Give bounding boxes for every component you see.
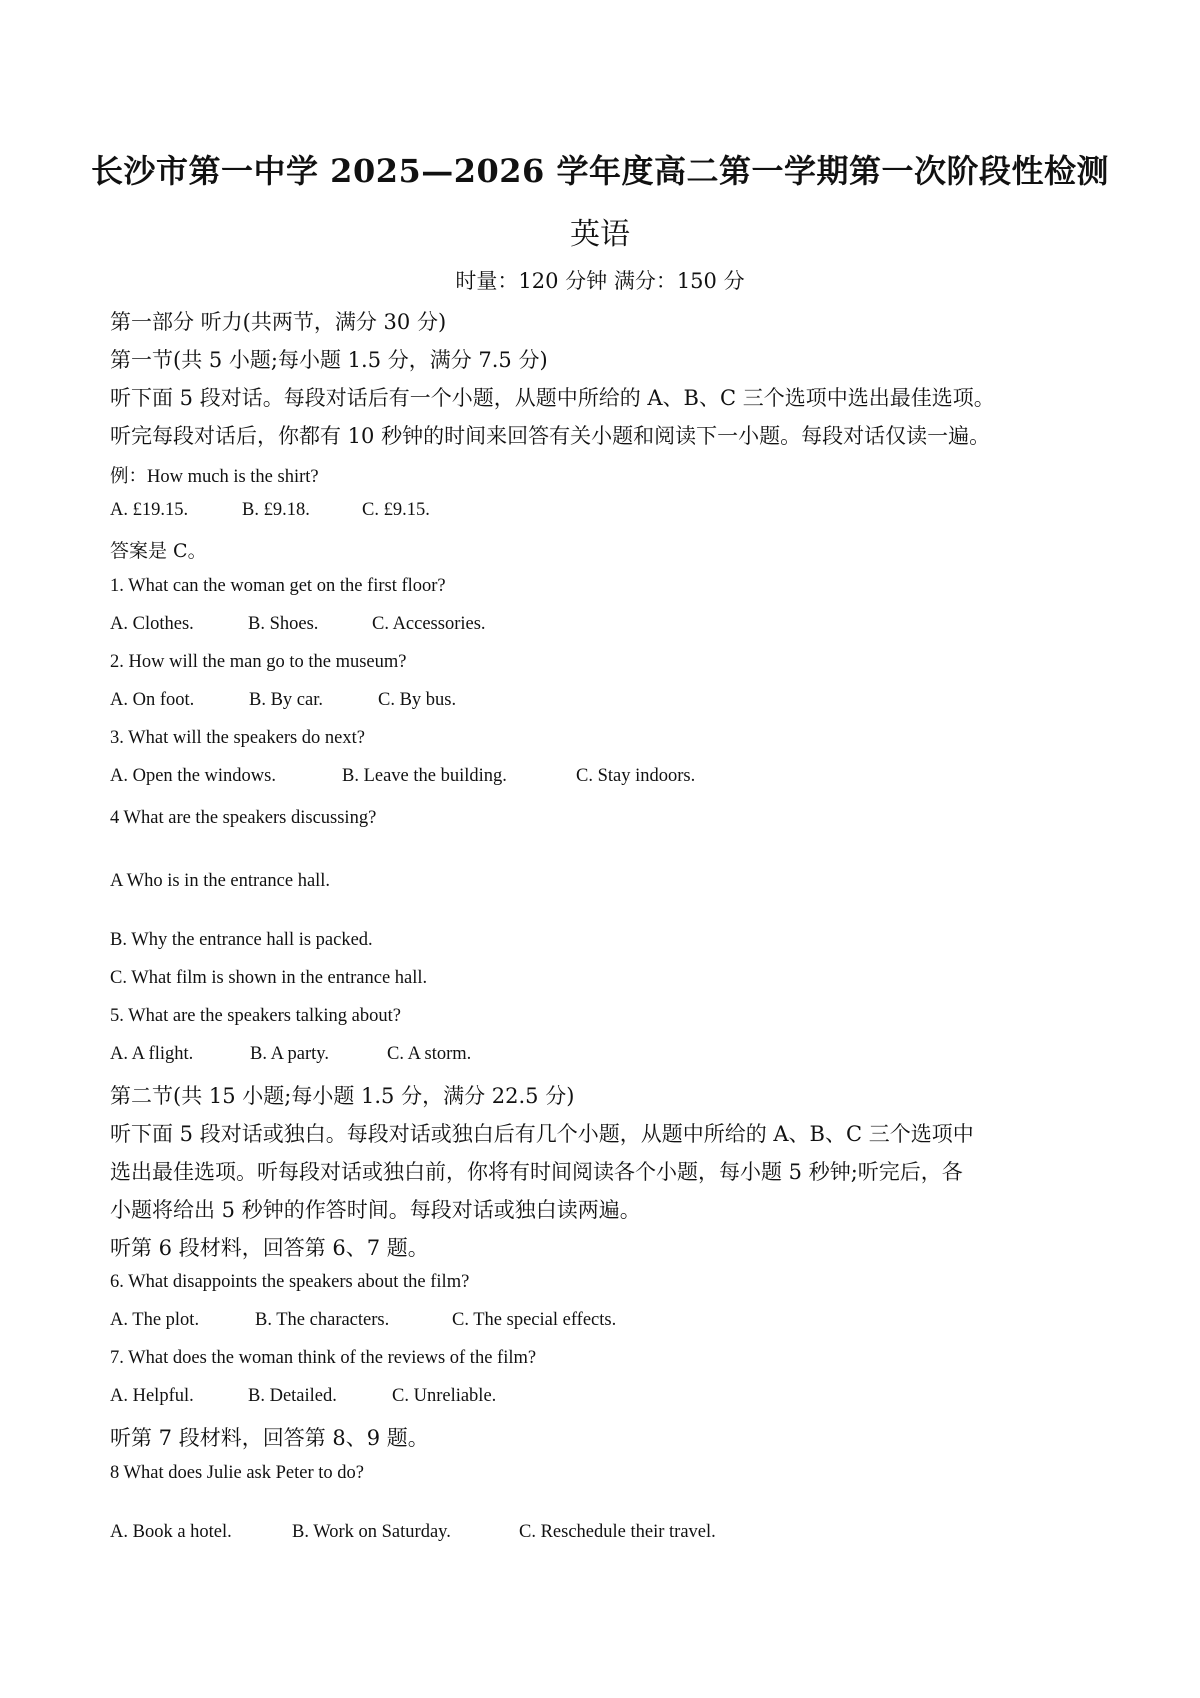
- question-4: 4 What are the speakers discussing?: [110, 808, 377, 828]
- option-b: B. The characters.: [255, 1310, 390, 1330]
- exam-subject: 英语: [570, 217, 630, 252]
- section1-instruction-2: 听完每段对话后，你都有 10 秒钟的时间来回答有关小题和阅读下一小题。每段对话仅读一遍。: [110, 424, 991, 448]
- example-question: 例：How much is the shirt?: [110, 467, 319, 487]
- part1-heading: 第一部分 听力(共两节，满分 30 分): [110, 310, 447, 334]
- question-1-options: [110, 614, 486, 635]
- option-c: C. The special effects.: [452, 1310, 617, 1330]
- question-5: 5. What are the speakers talking about?: [110, 1006, 401, 1026]
- exam-title: 长沙市第一中学 2025—2026 学年度高二第一学期第一次阶段性检测: [91, 152, 1109, 190]
- material-6-heading: 听第 6 段材料，回答第 6、7 题。: [110, 1236, 429, 1260]
- question-4-option-c: C. What film is shown in the entrance hall.: [110, 968, 428, 988]
- section1-heading: 第一节(共 5 小题;每小题 1.5 分，满分 7.5 分): [110, 348, 548, 372]
- question-7: 7. What does the woman think of the reviews of the film?: [110, 1348, 537, 1368]
- option-a: A. On foot.: [110, 690, 195, 710]
- section2-instruction-2: 选出最佳选项。听每段对话或独白前，你将有时间阅读各个小题，每小题 5 秒钟;听完后，各: [110, 1160, 963, 1184]
- option-a: A. The plot.: [110, 1310, 200, 1330]
- section1-instruction-1: 听下面 5 段对话。每段对话后有一个小题，从题中所给的 A、B、C 三个选项中选出最佳选项。: [110, 386, 995, 410]
- option-a: A. Helpful.: [110, 1386, 194, 1406]
- option-c: C. Accessories.: [372, 614, 486, 634]
- section2-instruction-3: 小题将给出 5 秒钟的作答时间。每段对话或独白读两遍。: [110, 1198, 641, 1222]
- option-c: C. £9.15.: [362, 500, 430, 520]
- option-b: B. A party.: [250, 1044, 329, 1064]
- question-4-option-b: B. Why the entrance hall is packed.: [110, 930, 373, 950]
- option-c: C. A storm.: [387, 1044, 472, 1064]
- option-b: B. Work on Saturday.: [292, 1522, 451, 1542]
- question-4-option-a: A Who is in the entrance hall.: [110, 871, 331, 891]
- question-8-options: [110, 1522, 716, 1543]
- question-6-options: [110, 1310, 616, 1331]
- option-b: B. Shoes.: [248, 614, 319, 634]
- question-1: 1. What can the woman get on the first floor?: [110, 576, 446, 596]
- option-b: B. Detailed.: [248, 1386, 337, 1406]
- question-6: 6. What disappoints the speakers about the film?: [110, 1272, 470, 1292]
- option-c: C. By bus.: [378, 690, 457, 710]
- question-3: 3. What will the speakers do next?: [110, 728, 365, 748]
- option-a: A. £19.15.: [110, 500, 189, 520]
- example-options: [110, 500, 430, 521]
- section2-instruction-1: 听下面 5 段对话或独白。每段对话或独白后有几个小题，从题中所给的 A、B、C 三个选项中: [110, 1122, 974, 1146]
- option-a: A. Clothes.: [110, 614, 194, 634]
- question-8: 8 What does Julie ask Peter to do?: [110, 1463, 364, 1483]
- question-7-options: [110, 1386, 496, 1407]
- option-c: C. Unreliable.: [392, 1386, 497, 1406]
- option-a: A. Open the windows.: [110, 766, 276, 786]
- option-b: B. £9.18.: [242, 500, 310, 520]
- option-a: A. Book a hotel.: [110, 1522, 232, 1542]
- option-b: B. Leave the building.: [342, 766, 507, 786]
- question-2: 2. How will the man go to the museum?: [110, 652, 407, 672]
- question-5-options: [110, 1044, 471, 1065]
- question-2-options: [110, 690, 456, 711]
- example-answer: 答案是 C。: [110, 540, 207, 562]
- material-7-heading: 听第 7 段材料，回答第 8、9 题。: [110, 1426, 429, 1450]
- option-c: C. Stay indoors.: [576, 766, 696, 786]
- exam-time-info: 时量：120 分钟 满分：150 分: [455, 269, 745, 293]
- option-b: B. By car.: [249, 690, 323, 710]
- question-3-options: [110, 766, 695, 787]
- section2-heading: 第二节(共 15 小题;每小题 1.5 分，满分 22.5 分): [110, 1084, 575, 1108]
- option-c: C. Reschedule their travel.: [519, 1522, 716, 1542]
- option-a: A. A flight.: [110, 1044, 194, 1064]
